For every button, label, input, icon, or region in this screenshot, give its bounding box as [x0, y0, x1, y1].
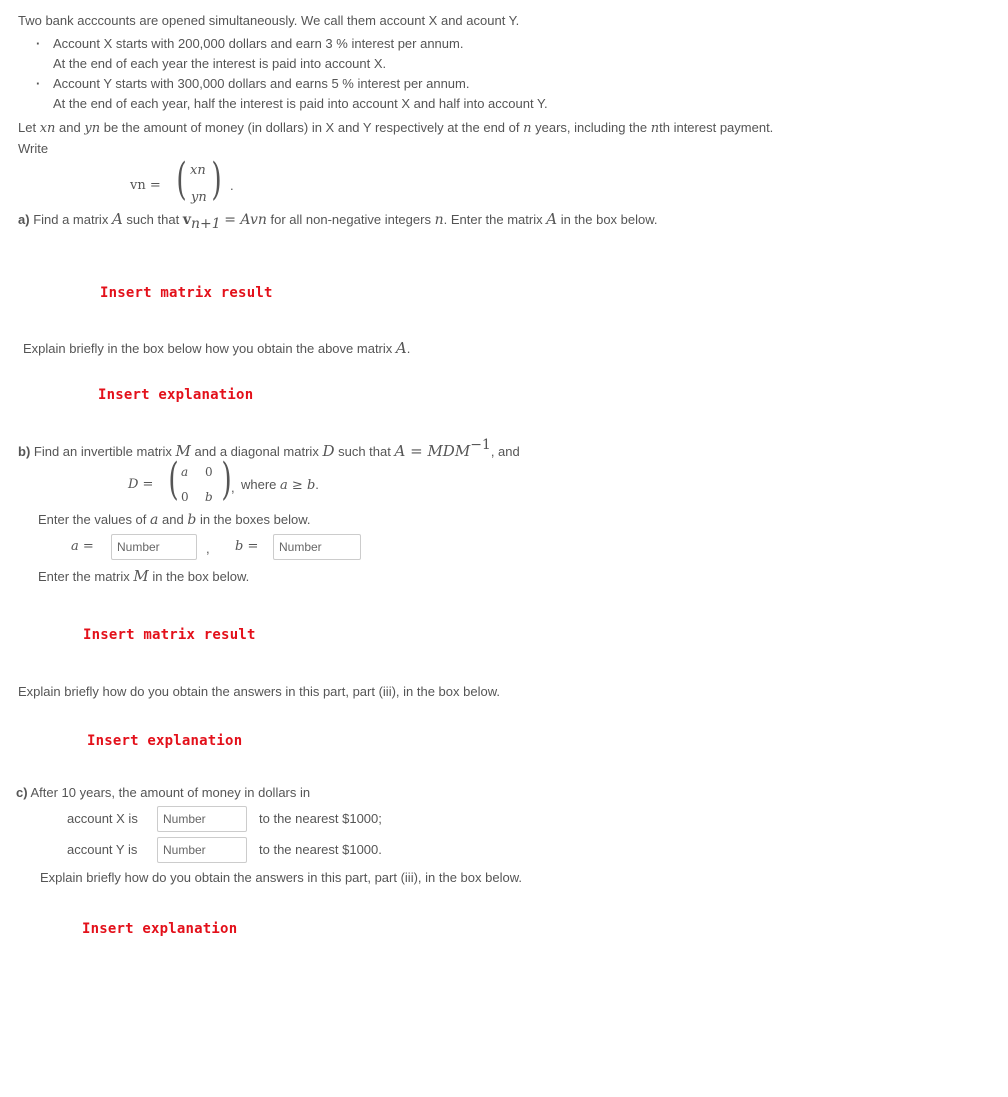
bullet-line: At the end of each year, half the interest is paid into account X and half into account Y. — [53, 96, 548, 111]
bullet-line: At the end of each year the interest is paid into account X. — [53, 56, 387, 71]
account-x-input[interactable] — [157, 806, 247, 832]
enter-M-prompt: Enter the matrix M in the box below. — [38, 567, 250, 585]
math-yn: yn — [84, 121, 101, 136]
separator-comma: , — [206, 541, 210, 556]
matrix-input-area[interactable]: Insert matrix result — [100, 285, 273, 301]
period: . — [230, 178, 234, 193]
matrix-input-area[interactable]: Insert matrix result — [83, 627, 256, 643]
part-c-question: c) After 10 years, the amount of money in dollars in — [16, 785, 311, 800]
intro-text: Two bank acccounts are opened simultaneously. We call them account X and acount Y. — [18, 13, 520, 28]
vec-bottom: yn — [191, 190, 207, 205]
D-label: D = — [128, 477, 154, 492]
vec-top: xn — [190, 163, 206, 178]
account-x-suffix: to the nearest $1000; — [259, 811, 382, 826]
part-b-explain-prompt: Explain briefly how do you obtain the answers in this part, part (iii), in the box below. — [18, 684, 500, 699]
right-paren: ) — [211, 154, 222, 205]
bullet-item — [36, 76, 470, 91]
account-y-suffix: to the nearest $1000. — [259, 842, 382, 857]
bullet-line: Account X starts with 200,000 dollars and earn 3 % interest per annum. — [53, 36, 464, 51]
math-n: n — [650, 121, 660, 136]
a-input[interactable] — [111, 534, 197, 560]
d-entry-0: 0 — [181, 490, 189, 504]
d-entry-0: 0 — [205, 465, 213, 479]
account-y-input[interactable] — [157, 837, 247, 863]
bullet-item — [36, 36, 464, 51]
part-a-question: a) Find a matrix A such that vn+1 = Avn for all non-negative integers n. Enter the matrix A in the box below. — [18, 210, 658, 232]
definition-line: Let xn and yn be the amount of money (in dollars) in X and Y respectively at the end of n years, including the nth interest payment. — [18, 120, 774, 136]
part-a-explain-prompt: Explain briefly in the box below how you obtain the above matrix A. — [23, 339, 411, 357]
part-c-explain-prompt: Explain briefly how do you obtain the answers in this part, part (iii), in the box below. — [40, 870, 522, 885]
bullet-line: Account Y starts with 300,000 dollars and earns 5 % interest per annum. — [53, 76, 470, 91]
math-xn: xn — [39, 121, 56, 136]
math-n: n — [523, 121, 532, 136]
explanation-input-area[interactable]: Insert explanation — [82, 921, 238, 937]
write-label: Write — [18, 141, 49, 156]
account-x-label: account X is — [67, 811, 138, 826]
explanation-input-area[interactable]: Insert explanation — [98, 387, 254, 403]
bullet-dot: · — [36, 76, 41, 91]
a-label: a = — [71, 539, 94, 554]
b-input[interactable] — [273, 534, 361, 560]
explanation-input-area[interactable]: Insert explanation — [87, 733, 243, 749]
left-paren: ( — [168, 454, 179, 505]
comma: , — [231, 480, 235, 495]
vn-label: vn = — [130, 178, 161, 193]
b-label: b = — [235, 539, 259, 554]
d-entry-b: b — [205, 490, 213, 504]
bullet-dot: · — [36, 36, 41, 51]
left-paren: ( — [176, 154, 187, 205]
where-clause: where a ≥ b. — [241, 477, 319, 493]
part-b-question: b) Find an invertible matrix M and a diagonal matrix D such that A = MDM−1, and — [18, 437, 520, 460]
d-entry-a: a — [181, 465, 189, 479]
right-paren: ) — [221, 454, 232, 505]
account-y-label: account Y is — [67, 842, 138, 857]
enter-values-prompt: Enter the values of a and b in the boxes below. — [38, 512, 311, 528]
